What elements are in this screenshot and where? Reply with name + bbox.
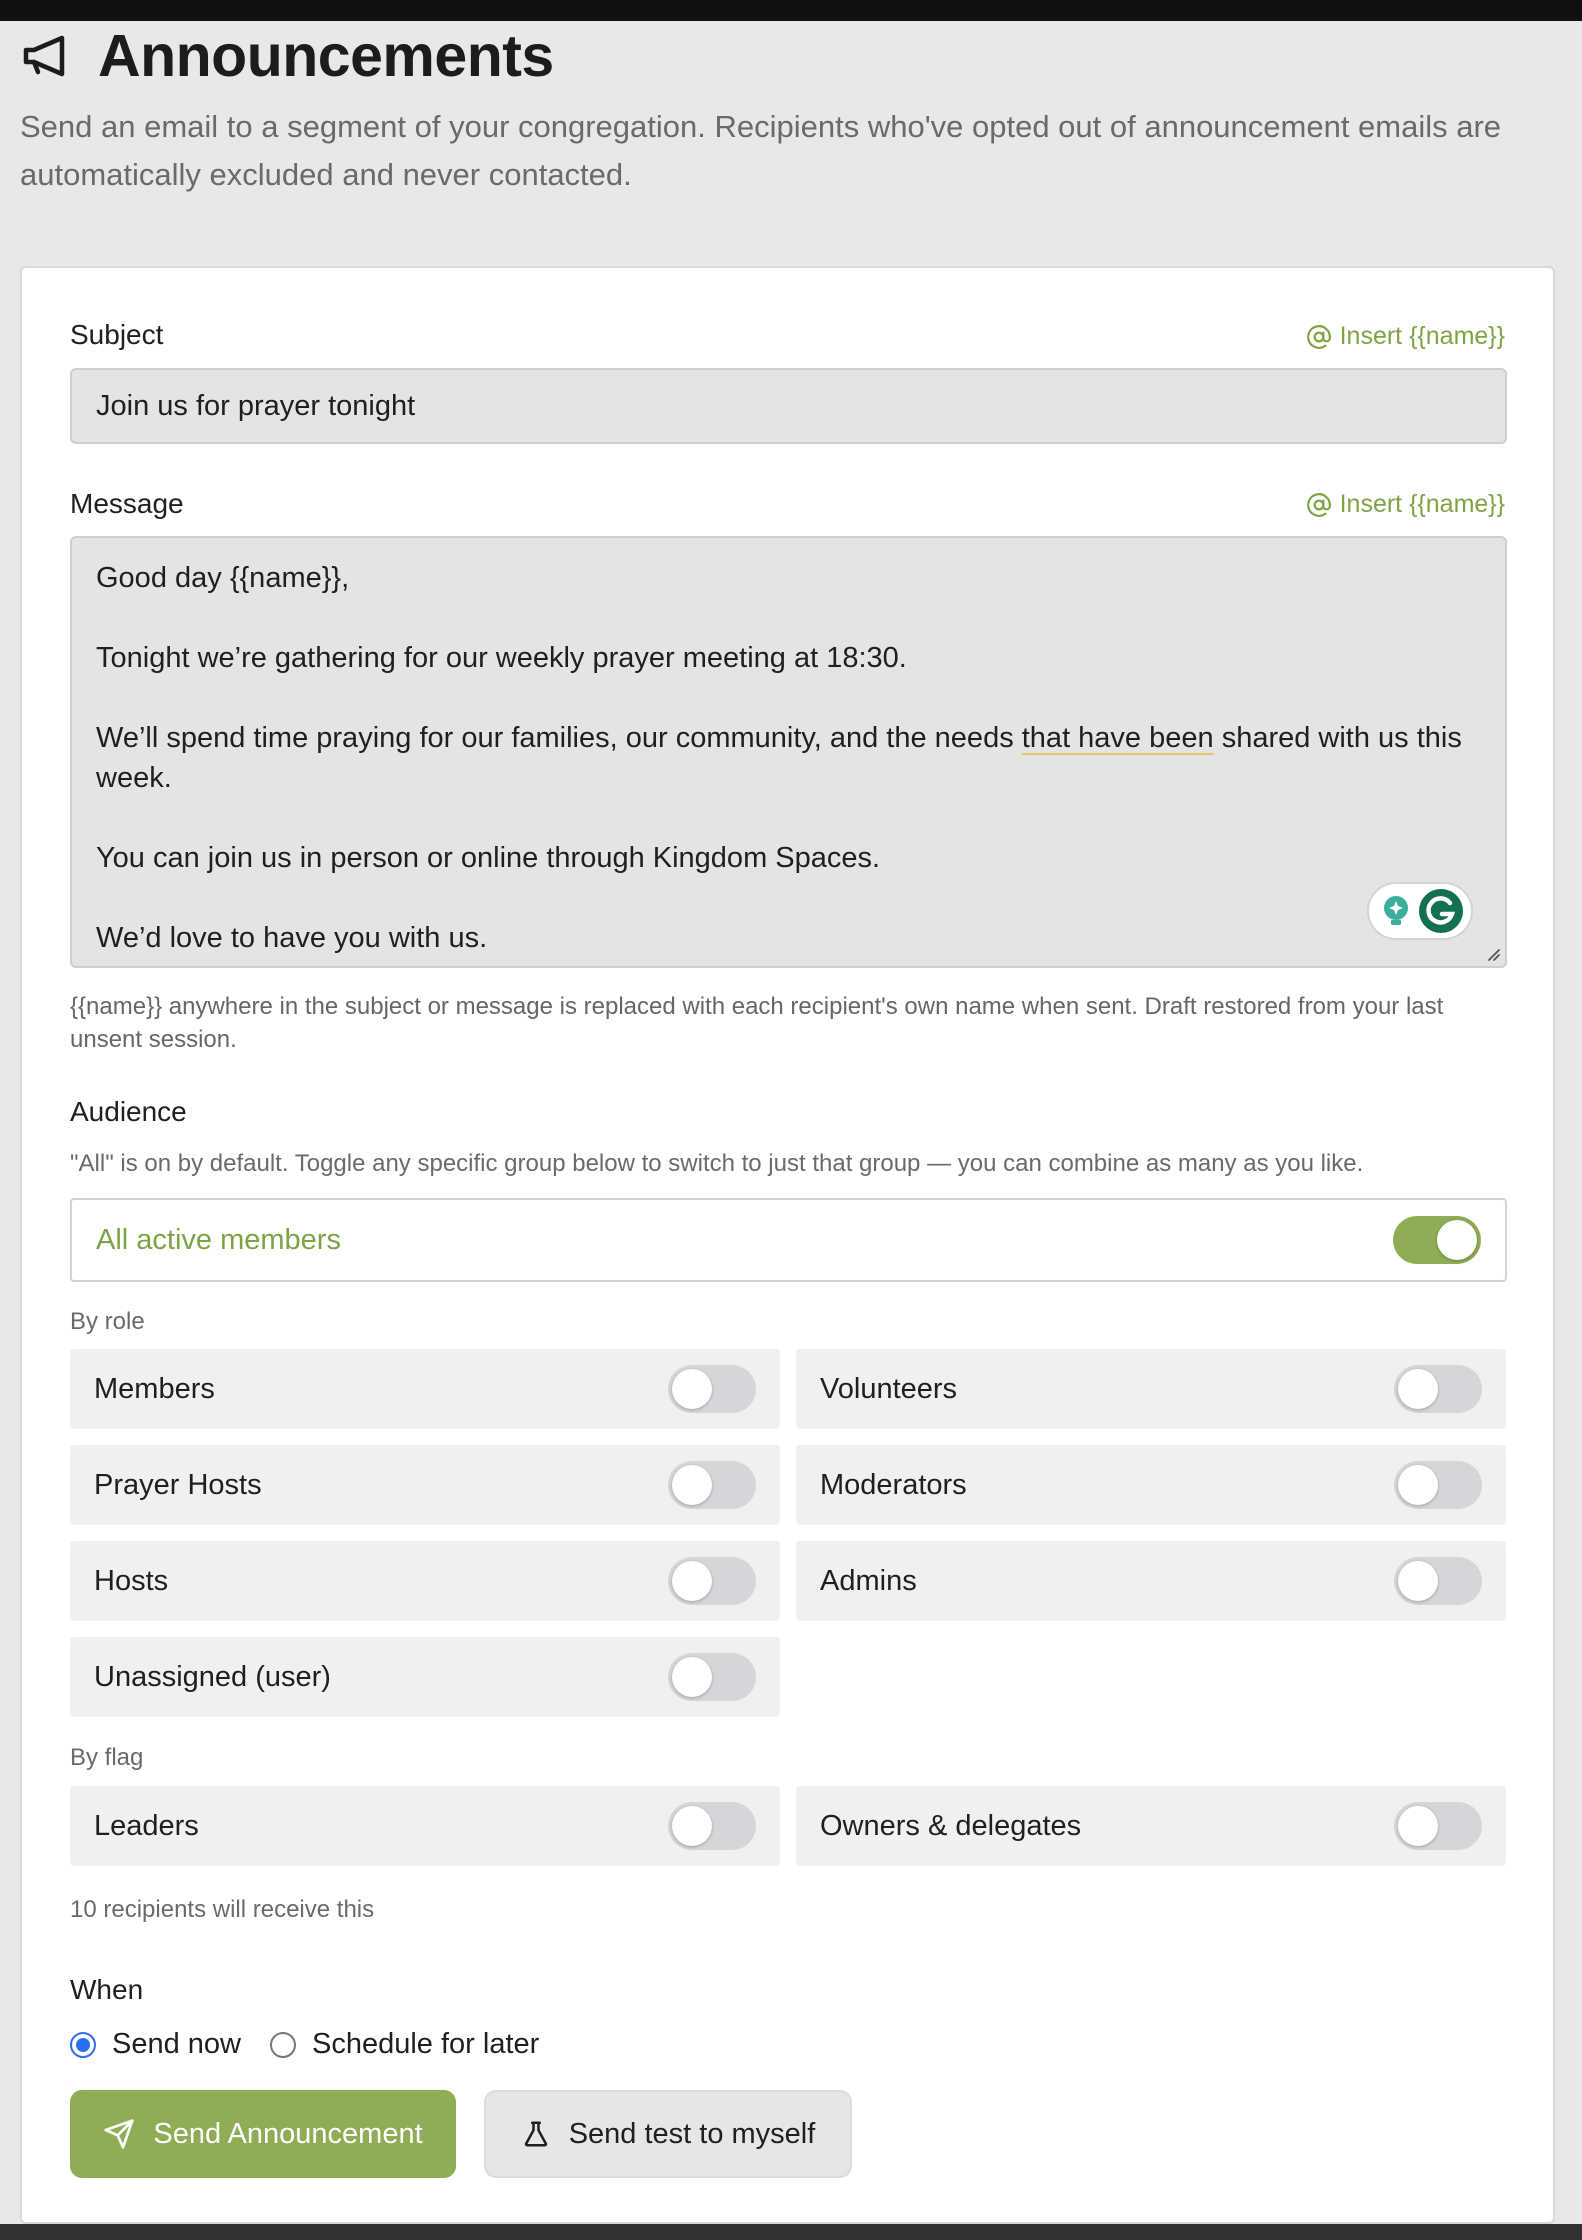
role-name: Hosts (94, 1564, 169, 1597)
all-members-row[interactable] (70, 1198, 1507, 1282)
role-name: Volunteers (820, 1372, 958, 1405)
toggle-knob (1398, 1369, 1438, 1409)
toggle-switch[interactable] (1394, 1802, 1482, 1850)
toggle-switch[interactable] (1394, 1365, 1482, 1413)
by-flag-label: By flag (70, 1744, 144, 1771)
subject-label: Subject (70, 319, 164, 350)
radio-schedule-later[interactable] (270, 2028, 539, 2061)
role-toggle-members[interactable] (70, 1349, 780, 1429)
page-title: Announcements (98, 23, 554, 89)
placeholder-help-text: {{name}} anywhere in the subject or message is replaced with each recipient's own name when sent. Draft restored from your last unsent session. (70, 993, 1444, 1053)
title-row (20, 21, 1560, 91)
window-bottom-bar (0, 2224, 1582, 2240)
window-top-bar (0, 0, 1582, 21)
radio-button[interactable] (270, 2032, 296, 2058)
toggle-knob (672, 1465, 712, 1505)
toggle-knob (672, 1806, 712, 1846)
toggle-switch[interactable] (668, 1653, 756, 1701)
flag-name: Owners & delegates (820, 1809, 1082, 1842)
megaphone-icon (20, 28, 76, 84)
toggle-switch[interactable] (668, 1365, 756, 1413)
grammarly-logo-icon[interactable] (1418, 888, 1464, 934)
role-name: Members (94, 1372, 215, 1405)
toggle-knob (1398, 1465, 1438, 1505)
when-title: When (70, 1974, 144, 2005)
subject-insert-name-link[interactable] (1306, 322, 1505, 351)
role-name: Prayer Hosts (94, 1468, 262, 1501)
message-line: Tonight we’re gathering for our weekly prayer meeting at 18:30. (96, 642, 907, 674)
role-name: Unassigned (user) (94, 1660, 331, 1693)
message-textarea[interactable] (70, 536, 1507, 968)
grammarly-widget[interactable] (1367, 882, 1473, 940)
announcement-form (20, 266, 1555, 2224)
flask-icon (521, 2119, 551, 2149)
message-line: Good day {{name}}, (96, 562, 350, 594)
radio-button[interactable] (70, 2032, 96, 2058)
role-toggle-prayer-hosts[interactable] (70, 1445, 780, 1525)
toggle-switch[interactable] (668, 1802, 756, 1850)
radio-label: Send now (112, 2028, 241, 2060)
send-announcement-button[interactable] (70, 2090, 456, 2178)
message-insert-name-label: Insert {{name}} (1339, 490, 1505, 518)
toggle-switch[interactable] (1394, 1557, 1482, 1605)
subject-input-value: Join us for prayer tonight (96, 389, 416, 422)
all-members-toggle[interactable] (1393, 1216, 1481, 1264)
by-role-label: By role (70, 1308, 145, 1335)
send-test-button[interactable] (484, 2090, 852, 2178)
radio-send-now[interactable] (70, 2028, 241, 2061)
toggle-knob (1398, 1806, 1438, 1846)
role-toggle-moderators[interactable] (796, 1445, 1506, 1525)
radio-label: Schedule for later (312, 2028, 540, 2060)
role-name: Admins (820, 1564, 917, 1597)
message-label: Message (70, 488, 184, 519)
flag-toggle-leaders[interactable] (70, 1786, 780, 1866)
toggle-knob (672, 1657, 712, 1697)
toggle-knob (672, 1561, 712, 1601)
all-members-label: All active members (96, 1223, 341, 1256)
send-announcement-label: Send Announcement (153, 2117, 423, 2150)
toggle-switch[interactable] (668, 1557, 756, 1605)
send-test-label: Send test to myself (568, 2117, 816, 2150)
role-toggle-unassigned[interactable] (70, 1637, 780, 1717)
at-sign-icon (1306, 324, 1332, 350)
message-insert-name-link[interactable] (1306, 490, 1505, 519)
toggle-knob (672, 1369, 712, 1409)
audience-hint: "All" is on by default. Toggle any specific group below to switch to just that group — you can combine as many as you like. (70, 1150, 1364, 1177)
toggle-knob (1398, 1561, 1438, 1601)
audience-title: Audience (70, 1096, 187, 1127)
message-line: We’ll spend time praying for our families, our community, and the needs that have been shared with us this week. (96, 722, 1462, 794)
flag-name: Leaders (94, 1809, 199, 1842)
role-toggle-volunteers[interactable] (796, 1349, 1506, 1429)
grammar-suggestion-highlight[interactable]: that have been (1021, 722, 1214, 754)
toggle-switch[interactable] (1394, 1461, 1482, 1509)
subject-input[interactable] (70, 368, 1507, 444)
toggle-switch[interactable] (668, 1461, 756, 1509)
role-toggle-admins[interactable] (796, 1541, 1506, 1621)
recipients-count: 10 recipients will receive this (70, 1896, 375, 1923)
send-paper-plane-icon (103, 2118, 135, 2150)
toggle-knob (1437, 1220, 1477, 1260)
role-toggle-hosts[interactable] (70, 1541, 780, 1621)
flag-toggle-owners-delegates[interactable] (796, 1786, 1506, 1866)
page-header (20, 21, 1560, 199)
page-subtitle: Send an email to a segment of your congregation. Recipients who've opted out of announcement emails are automatically excluded and never contacted. (20, 109, 1502, 192)
role-name: Moderators (820, 1468, 967, 1501)
message-line: You can join us in person or online through Kingdom Spaces. (96, 842, 881, 874)
lightbulb-icon[interactable] (1377, 892, 1415, 930)
resize-handle-icon[interactable] (1485, 946, 1501, 962)
message-line: We’d love to have you with us. (96, 922, 488, 954)
at-sign-icon (1306, 492, 1332, 518)
subject-insert-name-label: Insert {{name}} (1339, 322, 1505, 350)
